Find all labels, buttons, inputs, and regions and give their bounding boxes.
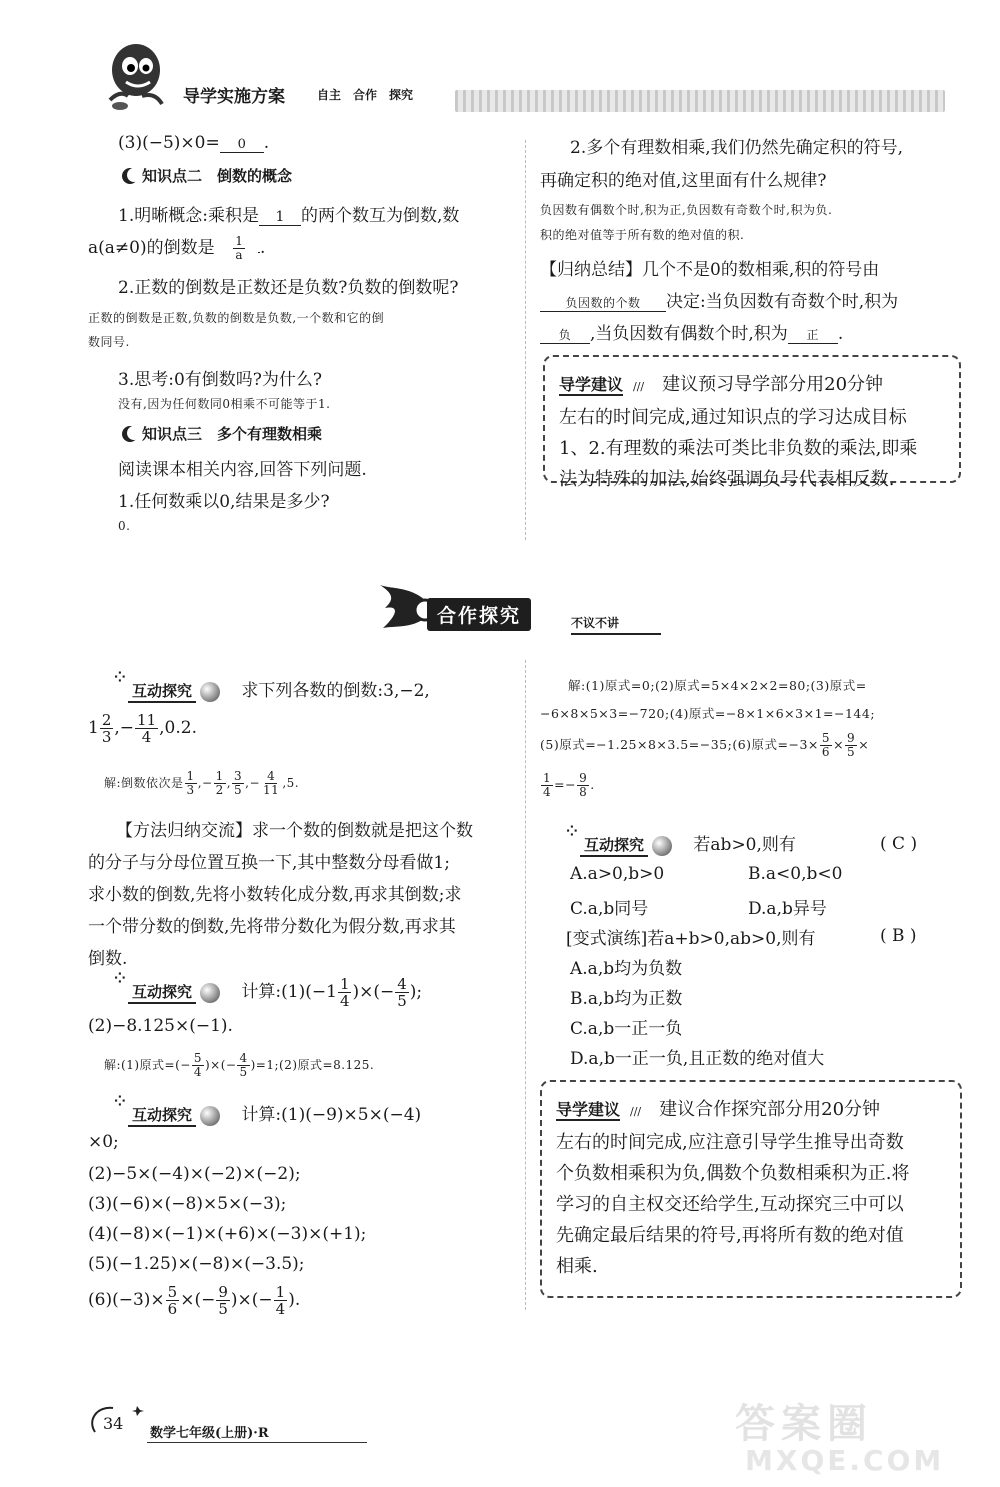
banner-sub: 不议不讲 bbox=[571, 614, 661, 635]
header-subtitle: 自主 合作 探究 bbox=[317, 88, 414, 102]
book-title: 数学七年级(上册)·R bbox=[150, 1426, 269, 1441]
ex3-item6: (6)(−3)× $\frac{5}{6}$ ×(− $\frac{9}{5}$ )×(− $\frac{1}{4}$ ). bbox=[88, 1283, 301, 1318]
r2-line2: 再确定积的绝对值,这里面有什么规律? bbox=[540, 171, 827, 191]
ex3-line1: ⁘ 互动探究 计算:(1)(−9)×5×(−4) bbox=[128, 1100, 421, 1127]
moon-icon bbox=[122, 426, 138, 442]
q1-fraction: $\frac{1}{a}$ bbox=[235, 234, 243, 262]
hudong-tag: ⁘ 互动探究 bbox=[128, 981, 220, 1004]
summary-line3: 负 ,当负因数有偶数个时,积为 正 . bbox=[540, 319, 843, 344]
sol-line2: −6×8×5×3=−720;(4)原式=−8×1×6×3×1=−144; bbox=[540, 706, 876, 721]
mascot-icon bbox=[100, 40, 170, 115]
ex3-item2: (2)−5×(−4)×(−2)×(−2); bbox=[88, 1164, 301, 1184]
section-banner bbox=[375, 580, 675, 640]
r1-line: 1.任何数乘以0,结果是多少? bbox=[118, 492, 330, 512]
item3-line: (3)(−5)×0= 0 . bbox=[118, 133, 270, 153]
summary-line1: 【归纳总结】几个不是0的数相乘,积的符号由 bbox=[540, 260, 880, 280]
footer-rule bbox=[147, 1442, 367, 1443]
ball-icon bbox=[652, 836, 672, 856]
column-divider-lower bbox=[525, 660, 526, 1310]
kp2-heading: 知识点二 倒数的概念 bbox=[122, 165, 292, 186]
ex2-line1: ⁘ 互动探究 计算:(1)(−1 $\frac{1}{4}$ )×(− $\frac{4}{5}$ ); bbox=[128, 976, 422, 1009]
read-line: 阅读课本相关内容,回答下列问题. bbox=[118, 460, 367, 480]
summary-fill-3: 正 bbox=[788, 326, 838, 344]
ex2-answer: 解:(1)原式=(− $\frac{5}{4}$ )×(− $\frac{4}{5}$ )=1;(2)原式=8.125. bbox=[104, 1051, 375, 1079]
hudong-tag: ⁘ 互动探究 bbox=[128, 680, 220, 703]
ex3-line2: ×0; bbox=[88, 1132, 119, 1152]
ex1-line2: 1 $\frac{2}{3}$ ,− $\frac{11}{4}$ ,0.2. bbox=[88, 711, 197, 746]
r2-answer-2: 积的绝对值等于所有数的绝对值的积. bbox=[540, 228, 745, 242]
watermark-url: MXQE.COM bbox=[745, 1444, 945, 1477]
sol-line3: (5)原式=−1.25×8×3.5=−35;(6)原式=−3× $\frac{5}{6}$ × $\frac{9}{5}$ × bbox=[540, 731, 870, 759]
ex3-item4: (4)(−8)×(−1)×(+6)×(−3)×(+1); bbox=[88, 1224, 367, 1244]
ex2-line2: (2)−8.125×(−1). bbox=[88, 1016, 233, 1036]
hudong-tag: ⁘ 互动探究 bbox=[128, 1104, 220, 1127]
variant-b: B.a,b均为正数 bbox=[570, 989, 683, 1009]
q1-line: 1.明晰概念:乘积是 1 的两个数互为倒数,数 bbox=[118, 206, 460, 226]
ball-icon bbox=[200, 1106, 220, 1126]
method-line3: 求小数的倒数,先将小数转化成分数,再求其倒数;求 bbox=[88, 885, 462, 905]
advice-box-bottom: 导学建议 /// 建议合作探究部分用20分钟 左右的时间完成,应注意引导学生推导出奇数 个负数相乘积为负,偶数个负数相乘积为正.将 学习的自主权交还给学生,互动探究三中可以 先确定最后结果的符号,再将所有数的绝对值 相乘. bbox=[540, 1080, 962, 1298]
variant-answer: ( B ) bbox=[880, 926, 917, 946]
footer bbox=[85, 1400, 945, 1480]
advice-title: 导学建议 bbox=[559, 375, 624, 394]
variant-d: D.a,b一正一负,且正数的绝对值大 bbox=[570, 1049, 825, 1069]
watermark-logo: 答案圈 bbox=[735, 1401, 873, 1447]
option-a: A.a>0,b>0 bbox=[570, 864, 665, 884]
ex1-answer: 解:倒数依次是 $\frac{1}{3}$ ,− $\frac{1}{2}$ , $\frac{3}{5}$ ,− $\frac{4}{11}$ ,5. bbox=[104, 769, 300, 797]
r1-answer: 0. bbox=[118, 519, 131, 533]
option-b: B.a<0,b<0 bbox=[748, 864, 843, 884]
advice-title: 导学建议 bbox=[556, 1100, 621, 1119]
q2-line: 2.正数的倒数是正数还是负数?负数的倒数呢? bbox=[118, 278, 459, 298]
method-line2: 的分子与分母位置互换一下,其中整数分母看做1; bbox=[88, 853, 450, 873]
q3-line: 3.思考:0有倒数吗?为什么? bbox=[118, 370, 322, 390]
method-line1: 【方法归纳交流】求一个数的倒数就是把这个数 bbox=[116, 821, 473, 841]
column-divider bbox=[525, 140, 526, 540]
variant-c: C.a,b一正一负 bbox=[570, 1019, 683, 1039]
banner-title: 合作探究 bbox=[427, 598, 531, 631]
q1-answer: 1 bbox=[259, 209, 301, 226]
ex3-item3: (3)(−6)×(−8)×5×(−3); bbox=[88, 1194, 287, 1214]
r2-answer-1: 负因数有偶数个时,积为正,负因数有奇数个时,积为负. bbox=[540, 203, 833, 217]
q3-answer: 没有,因为任何数同0相乘不可能等于1. bbox=[118, 397, 331, 411]
variant-line: [变式演练]若a+b>0,ab>0,则有 bbox=[566, 929, 816, 949]
page-number: 34 bbox=[103, 1414, 124, 1433]
q-line: ⁘ 互动探究 若ab>0,则有 bbox=[580, 830, 796, 857]
option-c: C.a,b同号 bbox=[570, 899, 649, 919]
variant-a: A.a,b均为负数 bbox=[570, 959, 683, 979]
summary-fill-1: 负因数的个数 bbox=[540, 294, 666, 312]
method-line4: 一个带分数的倒数,先将带分数化为假分数,再求其 bbox=[88, 917, 456, 937]
summary-fill-2: 负 bbox=[540, 326, 590, 344]
sol-line4: $\frac{1}{4}$ =− $\frac{9}{8}$ . bbox=[543, 771, 595, 799]
summary-line2: 负因数的个数 决定:当负因数有奇数个时,积为 bbox=[540, 287, 898, 312]
q2-answer-2: 数同号. bbox=[88, 335, 130, 349]
q1-line2: a(a≠0)的倒数是 $\frac{1}{a}$ . bbox=[88, 234, 266, 262]
item3-answer: 0 bbox=[220, 137, 264, 153]
option-d: D.a,b异号 bbox=[748, 899, 827, 919]
advice-box-top: 导学建议 /// 建议预习导学部分用20分钟 左右的时间完成,通过知识点的学习达成目标 1、2.有理数的乘法可类比非负数的乘法,即乘 法为特殊的加法,始终强调负号代表相反数. bbox=[543, 355, 961, 483]
header bbox=[95, 40, 945, 120]
header-title: 导学实施方案 bbox=[183, 87, 285, 107]
ball-icon bbox=[200, 682, 220, 702]
ball-icon bbox=[200, 983, 220, 1003]
r2-line1: 2.多个有理数相乘,我们仍然先确定积的符号, bbox=[570, 138, 904, 158]
method-line5: 倒数. bbox=[88, 949, 128, 969]
ex1-line1: ⁘ 互动探究 求下列各数的倒数:3,−2, bbox=[128, 676, 430, 703]
kp3-heading: 知识点三 多个有理数相乘 bbox=[122, 423, 322, 444]
ex3-item5: (5)(−1.25)×(−8)×(−3.5); bbox=[88, 1254, 305, 1274]
hudong-tag: ⁘ 互动探究 bbox=[580, 834, 672, 857]
q-answer: ( C ) bbox=[880, 834, 918, 854]
header-stripe bbox=[455, 90, 945, 112]
sol-line1: 解:(1)原式=0;(2)原式=5×4×2×2=80;(3)原式= bbox=[568, 678, 867, 693]
moon-icon bbox=[122, 168, 138, 184]
q2-answer-1: 正数的倒数是正数,负数的倒数是负数,一个数和它的倒 bbox=[88, 311, 385, 325]
